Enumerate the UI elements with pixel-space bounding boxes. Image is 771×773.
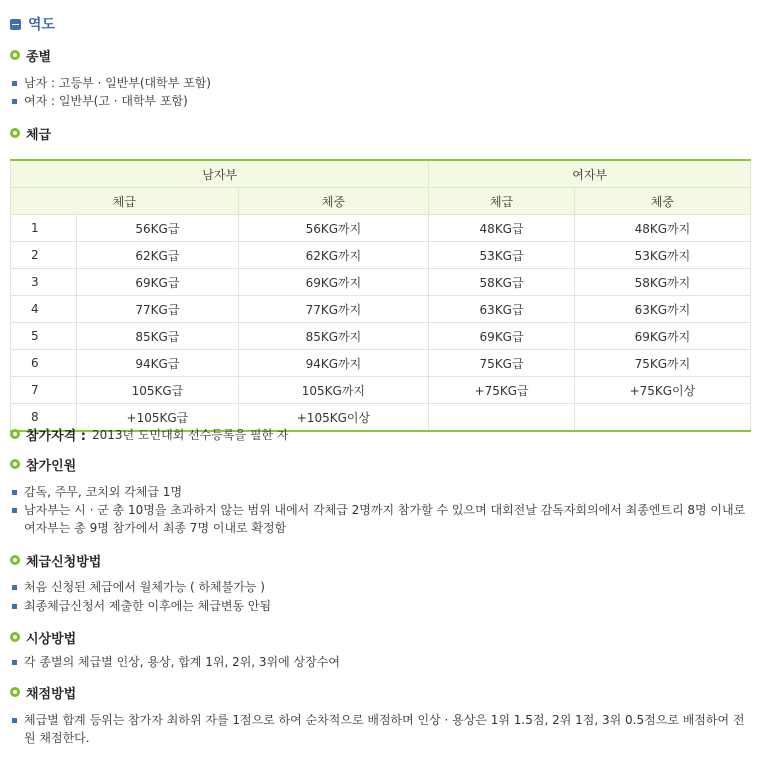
list-item (12, 92, 754, 110)
list-item-text: 남자부는 시 · 군 총 10명을 초과하지 않는 범위 내에서 각체급 2명까지 참가할 수 있으며 대회전날 감독자회의에서 최종엔트리 8명 이내로 여자부는 총 9명 참가에서 최종 7명 이내로 확정함 (24, 503, 746, 535)
section-eligibility-label: 참가자격 : (26, 428, 86, 444)
table-row (11, 350, 751, 377)
page-title: 역도 (28, 17, 56, 33)
section-category-label: 종별 (26, 49, 52, 65)
women-weight-cell: 53KG까지 (574, 242, 750, 269)
men-class-cell: 56KG급 (77, 215, 238, 242)
list-item (12, 597, 754, 615)
green-circle-bullet-icon (10, 632, 20, 642)
minus-square-icon (10, 19, 21, 30)
list-item (12, 711, 754, 747)
men-class-cell: 77KG급 (77, 296, 238, 323)
men-class-cell: 62KG급 (77, 242, 238, 269)
section-category-heading (10, 47, 51, 63)
section-participants-heading (10, 456, 76, 472)
list-item-text: 남자 : 고등부 · 일반부(대학부 포함) (24, 76, 211, 90)
men-class-cell: 69KG급 (77, 269, 238, 296)
row-number: 3 (11, 269, 77, 296)
section-scoring-label: 채점방법 (26, 686, 77, 702)
row-number: 1 (11, 215, 77, 242)
women-class-cell: 48KG급 (429, 215, 575, 242)
women-class-cell: +75KG급 (429, 377, 575, 404)
section-application-heading (10, 552, 101, 568)
section-awards-label: 시상방법 (26, 631, 77, 647)
table-row (11, 215, 751, 242)
square-bullet-icon (12, 508, 17, 513)
women-class-cell: 75KG급 (429, 350, 575, 377)
table-group-header-row (11, 160, 751, 188)
header-women-class: 체급 (429, 188, 575, 215)
table-row (11, 296, 751, 323)
women-weight-cell: 48KG까지 (574, 215, 750, 242)
table-subheader-row (11, 188, 751, 215)
green-circle-bullet-icon (10, 128, 20, 138)
table-row (11, 323, 751, 350)
row-number: 4 (11, 296, 77, 323)
header-women-weight: 체중 (574, 188, 750, 215)
list-item-text: 여자 : 일반부(고 · 대학부 포함) (24, 94, 188, 108)
women-weight-cell (574, 404, 750, 432)
men-weight-cell: 77KG까지 (238, 296, 429, 323)
women-weight-cell: 63KG까지 (574, 296, 750, 323)
list-item-text: 체급별 합계 등위는 참가자 최하위 자를 1점으로 하여 순차적으로 배점하며 인상 · 용상은 1위 1.5점, 2위 1점, 3위 0.5점으로 배점하여 전원 채점한다. (24, 713, 745, 745)
women-class-cell: 58KG급 (429, 269, 575, 296)
women-weight-cell: 58KG까지 (574, 269, 750, 296)
table-row (11, 377, 751, 404)
list-item (12, 501, 754, 537)
women-class-cell: 69KG급 (429, 323, 575, 350)
women-weight-cell: +75KG이상 (574, 377, 750, 404)
row-number: 5 (11, 323, 77, 350)
list-item-text: 최종체급신청서 제출한 이후에는 체급변동 안됨 (24, 599, 272, 613)
square-bullet-icon (12, 585, 17, 590)
square-bullet-icon (12, 81, 17, 86)
row-number: 2 (11, 242, 77, 269)
section-weight-class-heading (10, 125, 51, 141)
men-class-cell: +105KG급 (77, 404, 238, 432)
square-bullet-icon (12, 490, 17, 495)
green-circle-bullet-icon (10, 687, 20, 697)
list-item (12, 74, 754, 92)
list-item (12, 578, 754, 596)
men-weight-cell: 85KG까지 (238, 323, 429, 350)
section-weight-class-label: 체급 (26, 127, 52, 143)
men-class-cell: 94KG급 (77, 350, 238, 377)
women-class-cell: 63KG급 (429, 296, 575, 323)
square-bullet-icon (12, 99, 17, 104)
women-class-cell (429, 404, 575, 432)
women-weight-cell: 69KG까지 (574, 323, 750, 350)
table-row (11, 269, 751, 296)
list-item-text: 처음 신청된 체급에서 월체가능 ( 하체불가능 ) (24, 580, 265, 594)
section-participants-label: 참가인원 (26, 458, 77, 474)
weight-class-table (10, 159, 751, 432)
list-item (12, 483, 754, 501)
header-men-weight: 체중 (238, 188, 429, 215)
women-class-cell: 53KG급 (429, 242, 575, 269)
green-circle-bullet-icon (10, 50, 20, 60)
section-scoring-heading (10, 684, 76, 700)
square-bullet-icon (12, 660, 17, 665)
men-weight-cell: 62KG까지 (238, 242, 429, 269)
men-weight-cell: 69KG까지 (238, 269, 429, 296)
header-women-group: 여자부 (429, 160, 751, 188)
square-bullet-icon (12, 718, 17, 723)
list-item (12, 653, 754, 671)
men-class-cell: 85KG급 (77, 323, 238, 350)
square-bullet-icon (12, 604, 17, 609)
list-item-text: 감독, 주무, 코치외 각체급 1명 (24, 485, 183, 499)
header-men-group: 남자부 (11, 160, 429, 188)
page-heading (10, 14, 55, 34)
section-application-label: 체급신청방법 (26, 554, 102, 570)
men-weight-cell: 56KG까지 (238, 215, 429, 242)
header-men-class: 체급 (11, 188, 239, 215)
green-circle-bullet-icon (10, 459, 20, 469)
men-class-cell: 105KG급 (77, 377, 238, 404)
section-awards-heading (10, 629, 76, 645)
table-row (11, 242, 751, 269)
green-circle-bullet-icon (10, 429, 20, 439)
men-weight-cell: 94KG까지 (238, 350, 429, 377)
women-weight-cell: 75KG까지 (574, 350, 750, 377)
row-number: 7 (11, 377, 77, 404)
row-number: 8 (11, 404, 77, 432)
men-weight-cell: +105KG이상 (238, 404, 429, 432)
section-eligibility (10, 426, 288, 442)
green-circle-bullet-icon (10, 555, 20, 565)
men-weight-cell: 105KG까지 (238, 377, 429, 404)
row-number: 6 (11, 350, 77, 377)
section-eligibility-value: 2013년 도민대회 선수등록을 필한 자 (91, 427, 289, 442)
list-item-text: 각 종별의 체급별 인상, 용상, 합계 1위, 2위, 3위에 상장수여 (24, 655, 340, 669)
